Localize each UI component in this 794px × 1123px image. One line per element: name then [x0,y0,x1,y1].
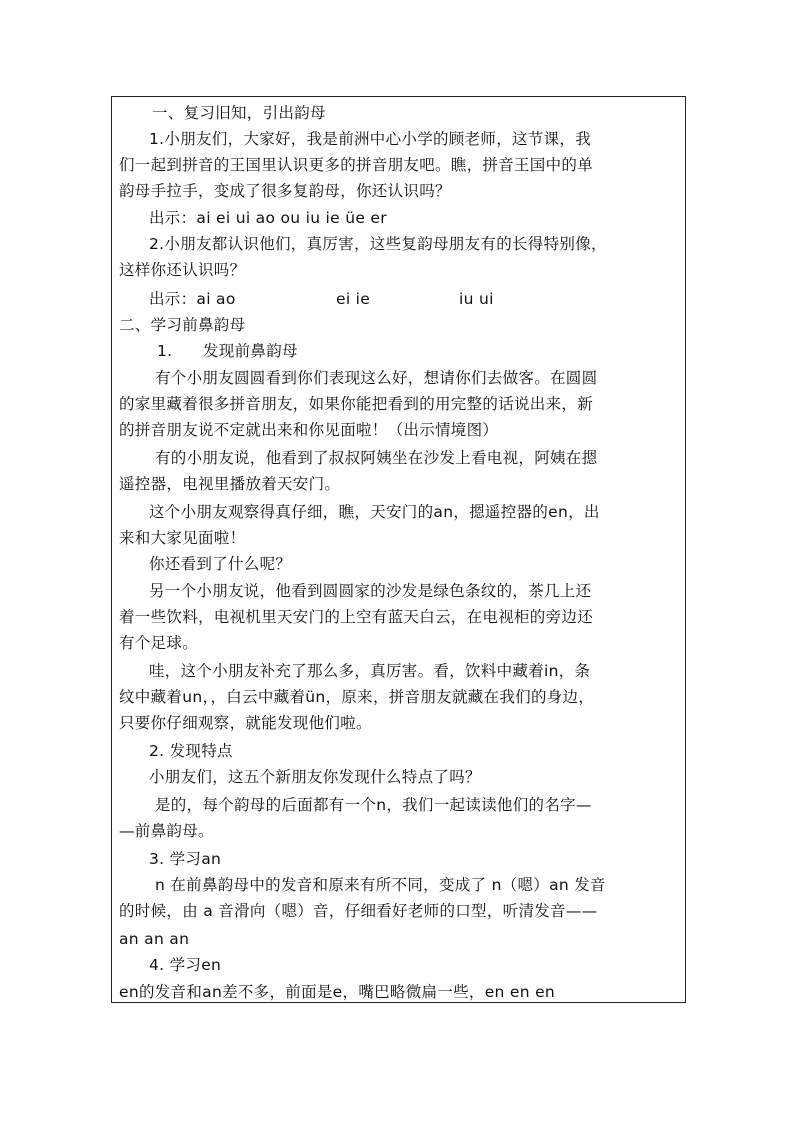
subheading: 4. 学习en [149,956,222,974]
paragraph-line: 小朋友们，这五个新朋友你发现什么特点了吗？ [149,768,481,786]
paragraph-line: 是的，每个韵母的后面都有一个n，我们一起读读他们的名字— [155,796,592,814]
subheading: 3. 学习an [149,850,222,868]
section-heading-front-nasal: 二、学习前鼻韵母 [119,316,246,334]
paragraph-line: 另一个小朋友说，他看到圆圆家的沙发是绿色条纹的，茶几上还 [149,582,592,600]
paragraph-line: 2.小朋友都认识他们，真厉害，这些复韵母朋友有的长得特别像， [149,235,607,253]
paragraph-line: 们一起到拼音的王国里认识更多的拼音朋友吧。瞧，拼音王国中的单 [119,156,594,174]
paragraph-line: 的家里藏着很多拼音朋友，如果你能把看到的用完整的话说出来，新 [119,395,594,413]
paragraph-line: 你还看到了什么呢？ [149,555,292,573]
paragraph-line: 着一些饮料，电视机里天安门的上空有蓝天白云，在电视柜的旁边还 [119,608,594,626]
paragraph-line: 只要你仔细观察，就能发现他们啦。 [119,714,372,732]
paragraph-line: 遥控器，电视里播放着天安门。 [119,475,341,493]
paragraph-line: 这个小朋友观察得真仔细，瞧，天安门的an，摁遥控器的en，出 [149,503,600,521]
paragraph-line: 哇，这个小朋友补充了那么多，真厉害。看，饮料中藏着in，条 [149,662,591,680]
paragraph-line: 有的小朋友说，他看到了叔叔阿姨坐在沙发上看电视，阿姨在摁 [155,449,598,467]
subheading: 发现前鼻韵母 [203,342,298,360]
paragraph-line: ei ie [336,290,371,308]
paragraph-line: 纹中藏着un，，白云中藏着ün，原来，拼音朋友就藏在我们的身边， [119,688,595,706]
paragraph-line: an an an [119,930,190,948]
subheading: 2. 发现特点 [149,742,233,760]
paragraph-line: en的发音和an差不多，前面是e，嘴巴略微扁一些，en en en [119,983,556,1001]
paragraph-line: —前鼻韵母。 [119,822,214,840]
paragraph-line: 有个小朋友圆圆看到你们表现这么好，想请你们去做客。在圆圆 [155,369,598,387]
paragraph-line: 出示：ai ei ui ao ou iu ie üe er [149,209,387,227]
paragraph-line: 出示：ai ao [149,290,236,308]
paragraph-line: 这样你还认识吗？ [119,261,246,279]
paragraph-line: 有个足球。 [119,634,199,652]
paragraph-line: iu ui [459,290,494,308]
paragraph-line: 来和大家见面啦！ [119,529,246,547]
paragraph-line: 的拼音朋友说不定就出来和你见面啦！（出示情境图） [119,421,499,439]
section-heading-review: 一、复习旧知，引出韵母 [152,104,326,122]
paragraph-line: 1.小朋友们，大家好，我是前洲中心小学的顾老师，这节课，我 [149,130,591,148]
paragraph-line: n 在前鼻韵母中的发音和原来有所不同，变成了 n（嗯）an 发音 [155,876,606,894]
paragraph-line: 的时候，由 a 音滑向（嗯）音，仔细看好老师的口型，听清发音—— [119,902,598,920]
subheading-number: 1. [157,342,173,360]
paragraph-line: 韵母手拉手，变成了很多复韵母，你还认识吗？ [119,182,451,200]
